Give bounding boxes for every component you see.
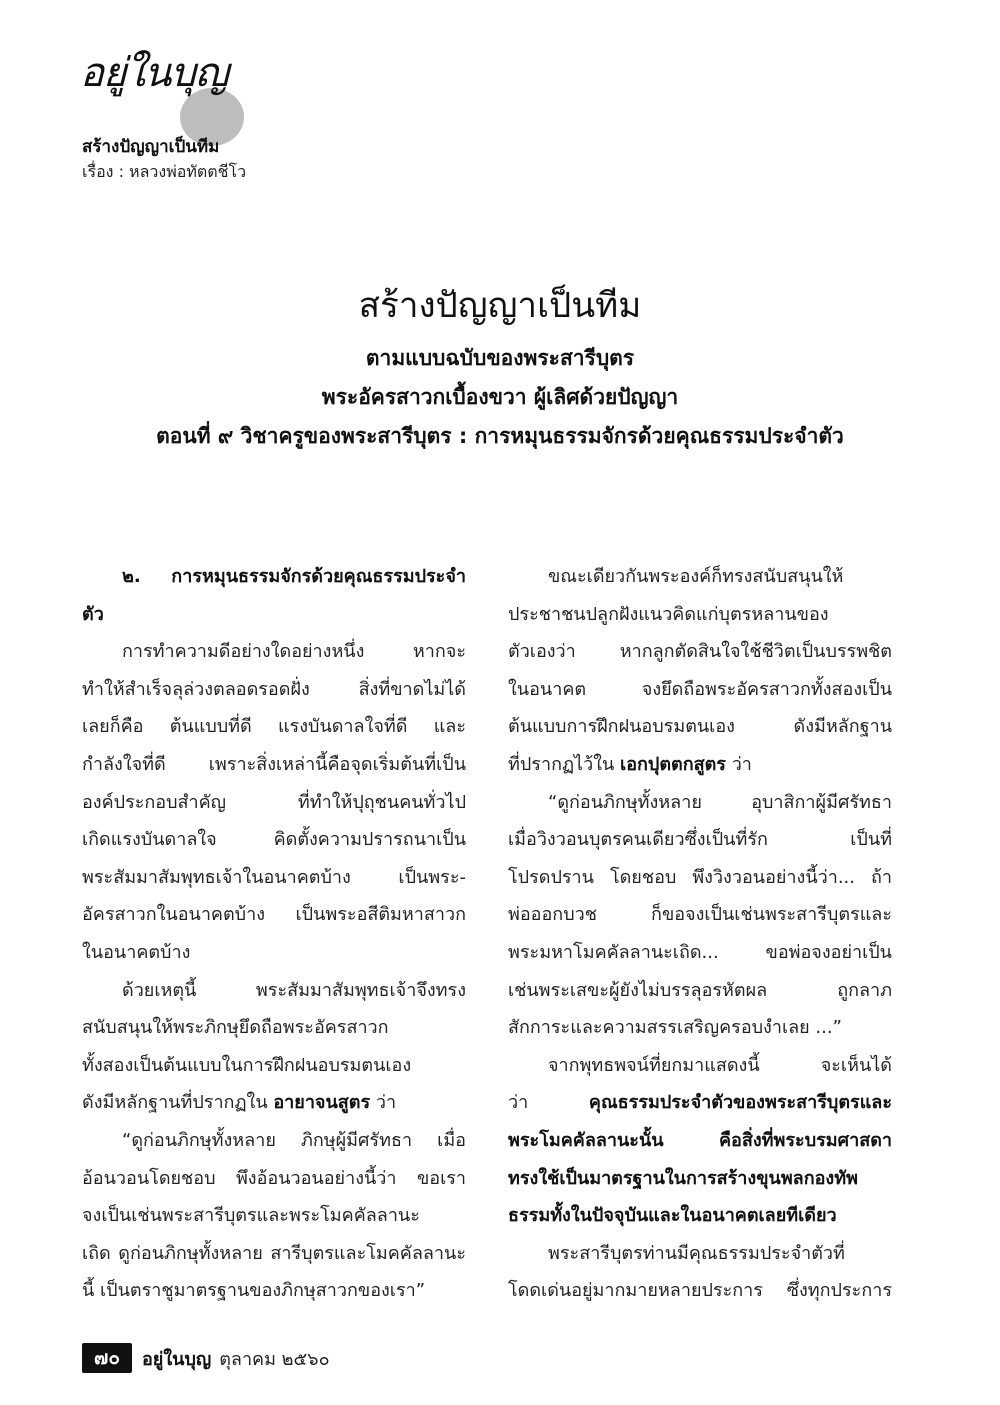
section-heading: ๒. การหมุนธรรมจักรด้วยคุณธรรมประจำ — [122, 566, 466, 587]
sutta-name: อายาจนสูตร — [273, 1092, 371, 1114]
paragraph-line: ในอนาคต จงยึดถือพระอัครสาวกทั้งสองเป็น — [508, 678, 892, 700]
paragraph-line: โดดเด่นอยู่มากมายหลายประการ ซึ่งทุกประการ — [508, 1280, 892, 1302]
emphasis-line: ธรรมทั้งในปัจจุบันและในอนาคตเลยทีเดียว — [508, 1205, 837, 1227]
magazine-logo — [68, 38, 228, 108]
paragraph-line: ขณะเดียวกันพระองค์ก็ทรงสนับสนุนให้ — [548, 566, 844, 587]
quote-line: เมื่อวิงวอนบุตรคนเดียวซึ่งเป็นที่รัก เป็นที่ — [508, 829, 892, 851]
footer-magazine-name: อยู่ในบุญ — [142, 1348, 212, 1370]
quote-line: “ดูก่อนภิกษุทั้งหลาย อุบาสิกาผู้มีศรัทธา — [548, 791, 892, 813]
quote-line: พ่อออกบวช ก็ขอจงเป็นเช่นพระสารีบุตรและ — [508, 904, 892, 926]
article-subtitle-2: พระอัครสาวกเบื้องขวา ผู้เลิศด้วยปัญญา — [321, 385, 679, 409]
footer-issue-date: ตุลาคม ๒๕๖๐ — [219, 1348, 330, 1370]
paragraph-line: พระสัมมาสัมพุทธเจ้าในอนาคตบ้าง เป็นพระ- — [82, 866, 466, 888]
paragraph-line: ตัวเองว่า หากลูกตัดสินใจใช้ชีวิตเป็นบรรพชิต — [508, 641, 892, 663]
paragraph-line: พระสารีบุตรท่านมีคุณธรรมประจำตัวที่ — [548, 1242, 845, 1264]
quote-line: นี้ เป็นตราชูมาตรฐานของภิกษุสาวกของเรา” — [82, 1280, 426, 1302]
article-subtitle-1: ตามแบบฉบับของพระสารีบุตร — [365, 346, 635, 370]
paragraph-line: ว่า คุณธรรมประจำตัวของพระสารีบุตรและ — [508, 1092, 892, 1114]
quote-line: พระมหาโมคคัลลานะเถิด... ขอพ่อจงอย่าเป็น — [508, 941, 892, 963]
page-footer — [82, 1341, 330, 1375]
paragraph-line: ด้วยเหตุนี้ พระสัมมาสัมพุทธเจ้าจึงทรง — [122, 979, 466, 1001]
paragraph-line: ดังมีหลักฐานที่ปรากฏใน อายาจนสูตร ว่า — [82, 1092, 397, 1114]
paragraph-line: ต้นแบบการฝึกฝนอบรมตนเอง ดังมีหลักฐาน — [508, 716, 892, 738]
quote-line: โปรดปราน โดยชอบ พึงวิงวอนอย่างนี้ว่า... ถ้า — [508, 866, 892, 888]
paragraph-line: กำลังใจที่ดี เพราะสิ่งเหล่านี้คือจุดเริ่มต้นที่เป็น — [82, 753, 466, 775]
article-subtitle-3: ตอนที่ ๙ วิชาครูของพระสารีบุตร : การหมุนธรรมจักรด้วยคุณธรรมประจำตัว — [156, 424, 844, 448]
page-number: ๗๐ — [82, 1343, 132, 1373]
paragraph-line: ที่ปรากฏไว้ใน เอกปุตตกสูตร ว่า — [508, 753, 752, 775]
section-heading-cont: ตัว — [82, 603, 104, 625]
paragraph-line: องค์ประกอบสำคัญ ที่ทำให้ปุถุชนคนทั่วไป — [82, 791, 466, 813]
emphasis-line: ทรงใช้เป็นมาตรฐานในการสร้างขุนพลกองทัพ — [508, 1167, 858, 1189]
left-column — [82, 558, 466, 1310]
right-column — [508, 558, 892, 1310]
section-title: สร้างปัญญาเป็นทีม — [82, 137, 220, 157]
quote-line: เช่นพระเสขะผู้ยังไม่บรรลุอรหัตผล ถูกลาภ — [508, 979, 892, 1001]
author-line: เรื่อง : หลวงพ่อทัตตชีโว — [82, 162, 247, 181]
paragraph-line: เลยก็คือ ต้นแบบที่ดี แรงบันดาลใจที่ดี และ — [82, 716, 466, 738]
paragraph-line: ประชาชนปลูกฝังแนวคิดแก่บุตรหลานของ — [508, 603, 829, 625]
quote-line: จงเป็นเช่นพระสารีบุตรและพระโมคคัลลานะ — [82, 1205, 420, 1227]
paragraph-line: อัครสาวกในอนาคตบ้าง เป็นพระอสีติมหาสาวก — [82, 904, 466, 926]
quote-line: อ้อนวอนโดยชอบ พึงอ้อนวอนอย่างนี้ว่า ขอเรา — [82, 1167, 466, 1189]
paragraph-line: เกิดแรงบันดาลใจ คิดตั้งความปรารถนาเป็น — [82, 829, 466, 851]
quote-line: “ดูก่อนภิกษุทั้งหลาย ภิกษุผู้มีศรัทธา เมื่อ — [122, 1129, 466, 1151]
sutta-name: เอกปุตตกสูตร — [620, 753, 726, 775]
paragraph-line: ในอนาคตบ้าง — [82, 941, 191, 963]
paragraph-line: ทำให้สำเร็จลุล่วงตลอดรอดฝั่ง สิ่งที่ขาดไม่ได้ — [82, 678, 466, 700]
paragraph-line: สนับสนุนให้พระภิกษุยึดถือพระอัครสาวก — [82, 1017, 389, 1039]
paragraph-line: การทำความดีอย่างใดอย่างหนึ่ง หากจะ — [122, 641, 466, 663]
emphasis-line: พระโมคคัลลานะนั้น คือสิ่งที่พระบรมศาสดา — [508, 1129, 892, 1151]
paragraph-line: ทั้งสองเป็นต้นแบบในการฝึกฝนอบรมตนเอง — [82, 1054, 412, 1076]
article-title: สร้างปัญญาเป็นทีม — [358, 286, 642, 326]
quote-line: สักการะและความสรรเสริญครอบงำเลย ...” — [508, 1017, 842, 1039]
quote-line: เถิด ดูก่อนภิกษุทั้งหลาย สารีบุตรและโมคคัลลานะ — [82, 1242, 466, 1264]
logo-text: อยู่ในบุญ — [80, 50, 228, 96]
paragraph-line: จากพุทธพจน์ที่ยกมาแสดงนี้ จะเห็นได้ — [548, 1054, 892, 1076]
